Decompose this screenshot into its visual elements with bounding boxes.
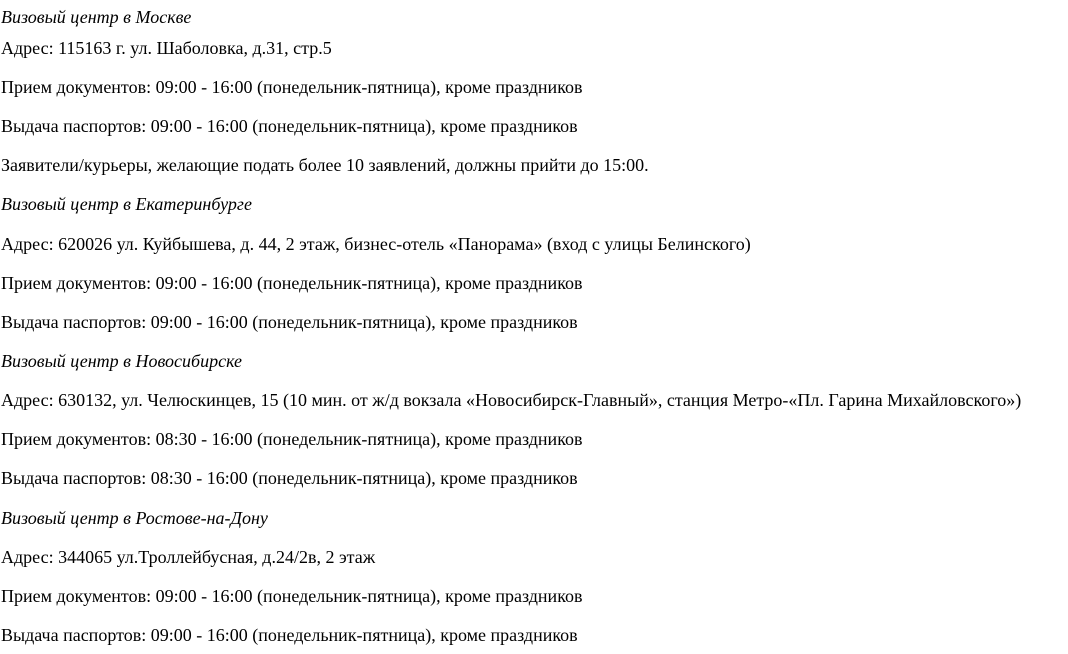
yekaterinburg-passport-return: Выдача паспортов: 09:00 - 16:00 (понедельник-пятница), кроме праздников [1, 312, 578, 332]
moscow-heading: Визовый центр в Москве [1, 7, 192, 27]
moscow-address: Адрес: 115163 г. ул. Шаболовка, д.31, стр.5 [1, 38, 332, 58]
moscow-document-intake: Прием документов: 09:00 - 16:00 (понедельник-пятница), кроме праздников [1, 77, 583, 97]
rostov-passport-return: Выдача паспортов: 09:00 - 16:00 (понедельник-пятница), кроме праздников [1, 625, 578, 645]
novosibirsk-document-intake: Прием документов: 08:30 - 16:00 (понедельник-пятница), кроме праздников [1, 429, 583, 449]
moscow-couriers-note: Заявители/курьеры, желающие подать более 10 заявлений, должны прийти до 15:00. [1, 155, 649, 175]
rostov-heading: Визовый центр в Ростове-на-Дону [1, 508, 268, 528]
moscow-passport-return: Выдача паспортов: 09:00 - 16:00 (понедельник-пятница), кроме праздников [1, 116, 578, 136]
novosibirsk-address: Адрес: 630132, ул. Челюскинцев, 15 (10 мин. от ж/д вокзала «Новосибирск-Главный», станция Метро-«Пл. Гарина Михайловского») [1, 390, 1022, 410]
yekaterinburg-address: Адрес: 620026 ул. Куйбышева, д. 44, 2 этаж, бизнес-отель «Панорама» (вход с улицы Белинского) [1, 234, 751, 254]
novosibirsk-heading: Визовый центр в Новосибирске [1, 351, 243, 371]
yekaterinburg-document-intake: Прием документов: 09:00 - 16:00 (понедельник-пятница), кроме праздников [1, 273, 583, 293]
rostov-address: Адрес: 344065 ул.Троллейбусная, д.24/2в, 2 этаж [1, 547, 376, 567]
rostov-document-intake: Прием документов: 09:00 - 16:00 (понедельник-пятница), кроме праздников [1, 586, 583, 606]
yekaterinburg-heading: Визовый центр в Екатеринбурге [1, 194, 252, 214]
novosibirsk-passport-return: Выдача паспортов: 08:30 - 16:00 (понедельник-пятница), кроме праздников [1, 468, 578, 488]
